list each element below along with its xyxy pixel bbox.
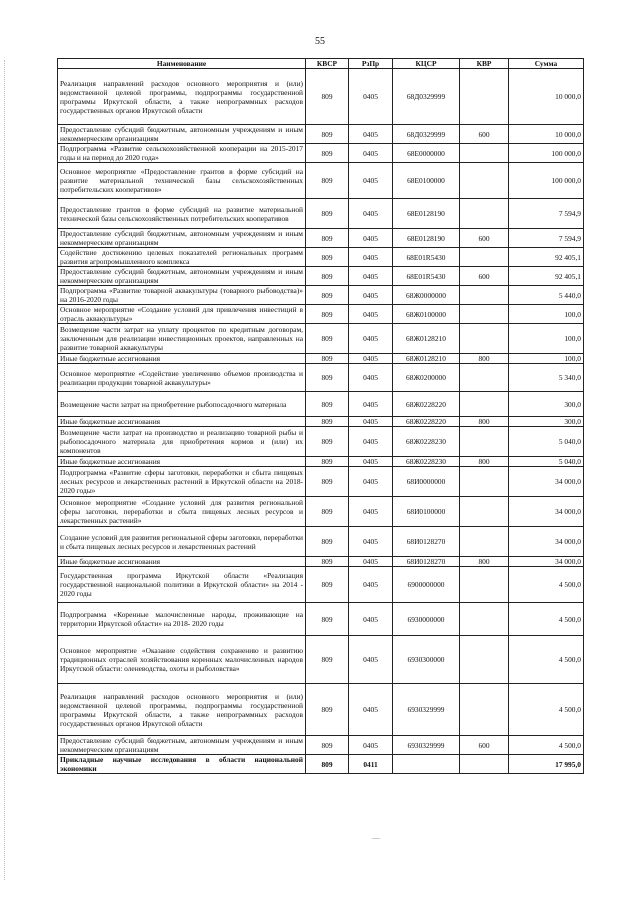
cell-name: Государственная программа Иркутской области «Реализация государственной национальной политики в Иркутской области» на 2014 - 2020 годы [58, 567, 306, 603]
table-row [58, 603, 584, 636]
cell-kcsr: 68Ж0128210 [393, 354, 460, 364]
cell-kvr [460, 603, 509, 636]
cell-rzpr: 0405 [349, 305, 393, 324]
cell-kvr: 600 [460, 125, 509, 144]
cell-sum: 100 000,0 [509, 144, 584, 163]
cell-sum: 5 340,0 [509, 364, 584, 392]
cell-sum: 100 000,0 [509, 163, 584, 199]
cell-name: Содействие достижению целевых показателей региональных программ развития агропромышленного комплекса [58, 248, 306, 267]
cell-sum: 17 995,0 [509, 755, 584, 774]
cell-kcsr: 68Д0329999 [393, 125, 460, 144]
cell-rzpr: 0405 [349, 199, 393, 229]
cell-kvr [460, 755, 509, 774]
cell-kvr [460, 567, 509, 603]
scan-footer-mark [372, 838, 380, 839]
cell-rzpr: 0405 [349, 567, 393, 603]
cell-kcsr: 68Е01R5430 [393, 248, 460, 267]
cell-name: Основное мероприятие «Содействие увеличению объемов производства и реализации продукции товарной аквакультуры» [58, 364, 306, 392]
cell-name: Основное мероприятие «Предоставление грантов в форме субсидий на развитие материальной технической базы сельскохозяйственных потребительских кооперативов» [58, 163, 306, 199]
cell-name: Иные бюджетные ассигнования [58, 557, 306, 567]
cell-kvsr: 809 [306, 527, 349, 557]
cell-sum: 34 000,0 [509, 467, 584, 497]
cell-kvr: 600 [460, 736, 509, 755]
scan-margin-marks [4, 60, 7, 880]
cell-rzpr: 0405 [349, 636, 393, 684]
cell-sum: 4 500,0 [509, 684, 584, 736]
cell-kcsr: 68Е0100000 [393, 163, 460, 199]
cell-rzpr: 0405 [349, 69, 393, 125]
cell-kvr [460, 144, 509, 163]
cell-kvsr: 809 [306, 684, 349, 736]
cell-name: Иные бюджетные ассигнования [58, 417, 306, 427]
cell-kvsr: 809 [306, 364, 349, 392]
cell-kvsr: 809 [306, 305, 349, 324]
cell-kcsr: 6930329999 [393, 684, 460, 736]
table-row [58, 417, 584, 427]
cell-kcsr: 68Ж0000000 [393, 286, 460, 305]
cell-rzpr: 0405 [349, 427, 393, 457]
cell-kvr [460, 364, 509, 392]
cell-name: Иные бюджетные ассигнования [58, 354, 306, 364]
cell-kcsr: 68Ж0128210 [393, 324, 460, 354]
cell-kcsr: 68И0100000 [393, 497, 460, 527]
table-row [58, 144, 584, 163]
cell-name: Предоставление субсидий бюджетным, автономным учреждениям и иным некоммерческим организациям [58, 736, 306, 755]
cell-name: Реализация направлений расходов основного мероприятия и (или) ведомственной целевой программы, подпрограммы государственной программы Иркутской области, а также непрограммных расходов государственных органов Иркутской области [58, 69, 306, 125]
cell-kvsr: 809 [306, 427, 349, 457]
table-row [58, 527, 584, 557]
cell-rzpr: 0405 [349, 457, 393, 467]
cell-sum: 34 000,0 [509, 557, 584, 567]
cell-sum: 4 500,0 [509, 603, 584, 636]
cell-rzpr: 0405 [349, 392, 393, 417]
cell-kvsr: 809 [306, 286, 349, 305]
table-body [58, 69, 584, 774]
cell-kcsr: 68Ж0228220 [393, 417, 460, 427]
cell-kvsr: 809 [306, 557, 349, 567]
cell-rzpr: 0405 [349, 603, 393, 636]
cell-kvsr: 809 [306, 636, 349, 684]
cell-rzpr: 0405 [349, 467, 393, 497]
column-header-sum: Сумма [509, 59, 584, 69]
cell-name: Реализация направлений расходов основного мероприятия и (или) ведомственной целевой программы, подпрограммы государственной программы Иркутской области, а также непрограммных расходов государственных органов Иркутской области [58, 684, 306, 736]
cell-kcsr: 6930329999 [393, 736, 460, 755]
cell-kcsr: 68И0128270 [393, 557, 460, 567]
cell-name: Возмещение части затрат на приобретение рыбопосадочного материала [58, 392, 306, 417]
cell-name: Возмещение части затрат на уплату процентов по кредитным договорам, заключенным для реализации инвестиционных проектов, направленных на развитие товарной аквакультуры [58, 324, 306, 354]
cell-sum: 4 500,0 [509, 736, 584, 755]
cell-kcsr: 68Е0128190 [393, 199, 460, 229]
cell-rzpr: 0405 [349, 267, 393, 286]
cell-name: Подпрограмма «Развитие товарной аквакультуры (товарного рыбоводства)» на 2016-2020 годы [58, 286, 306, 305]
table-row [58, 497, 584, 527]
cell-sum: 92 405,1 [509, 267, 584, 286]
cell-kvsr: 809 [306, 354, 349, 364]
cell-rzpr: 0411 [349, 755, 393, 774]
cell-kcsr: 68Ж0228230 [393, 427, 460, 457]
cell-sum: 4 500,0 [509, 567, 584, 603]
budget-table [57, 58, 584, 774]
cell-sum: 5 440,0 [509, 286, 584, 305]
cell-kcsr: 68Е01R5430 [393, 267, 460, 286]
table-row [58, 736, 584, 755]
cell-rzpr: 0405 [349, 527, 393, 557]
cell-sum: 10 000,0 [509, 69, 584, 125]
table-row [58, 684, 584, 736]
cell-kcsr: 68Д0329999 [393, 69, 460, 125]
cell-sum: 5 040,0 [509, 457, 584, 467]
cell-kvsr: 809 [306, 457, 349, 467]
cell-rzpr: 0405 [349, 417, 393, 427]
table-row [58, 286, 584, 305]
cell-kvr [460, 163, 509, 199]
cell-name: Создание условий для развития региональной сферы заготовки, переработки и сбыта пищевых лесных ресурсов и лекарственных растений [58, 527, 306, 557]
cell-rzpr: 0405 [349, 229, 393, 248]
cell-rzpr: 0405 [349, 163, 393, 199]
cell-rzpr: 0405 [349, 364, 393, 392]
table-row [58, 199, 584, 229]
cell-kvsr: 809 [306, 736, 349, 755]
table-row [58, 69, 584, 125]
cell-kcsr: 68И0000000 [393, 467, 460, 497]
table-row [58, 427, 584, 457]
table-row [58, 467, 584, 497]
cell-rzpr: 0405 [349, 286, 393, 305]
cell-kvr [460, 527, 509, 557]
cell-kvr [460, 324, 509, 354]
table-row [58, 364, 584, 392]
cell-kvsr: 809 [306, 324, 349, 354]
cell-kvr: 600 [460, 229, 509, 248]
cell-kvr [460, 684, 509, 736]
cell-kvsr: 809 [306, 603, 349, 636]
cell-kvsr: 809 [306, 497, 349, 527]
cell-kvsr: 809 [306, 417, 349, 427]
cell-sum: 7 594,9 [509, 229, 584, 248]
cell-sum: 300,0 [509, 417, 584, 427]
cell-sum: 4 500,0 [509, 636, 584, 684]
cell-name: Основное мероприятие «Создание условий для привлечения инвестиций в отрасль аквакультуры» [58, 305, 306, 324]
cell-kvr: 800 [460, 354, 509, 364]
cell-sum: 7 594,9 [509, 199, 584, 229]
table-row [58, 305, 584, 324]
table-row [58, 324, 584, 354]
cell-rzpr: 0405 [349, 324, 393, 354]
cell-name: Подпрограмма «Коренные малочисленные народы, проживающие на территории Иркутской области» на 2018- 2020 годы [58, 603, 306, 636]
table-row [58, 163, 584, 199]
cell-kvr [460, 636, 509, 684]
cell-kvr [460, 69, 509, 125]
cell-kvr [460, 305, 509, 324]
cell-kcsr [393, 755, 460, 774]
cell-name: Иные бюджетные ассигнования [58, 457, 306, 467]
cell-sum: 10 000,0 [509, 125, 584, 144]
table-row [58, 125, 584, 144]
cell-kvsr: 809 [306, 144, 349, 163]
cell-kvr: 800 [460, 557, 509, 567]
column-header-rzpr: РзПр [349, 59, 393, 69]
cell-kcsr: 68Е0000000 [393, 144, 460, 163]
cell-name: Подпрограмма «Развитие сельскохозяйственной кооперации на 2015-2017 годы и на период до 2020 года» [58, 144, 306, 163]
cell-kvsr: 809 [306, 567, 349, 603]
cell-kcsr: 6930000000 [393, 603, 460, 636]
column-header-kvsr: КВСР [306, 59, 349, 69]
cell-kcsr: 68Ж0200000 [393, 364, 460, 392]
table-row [58, 557, 584, 567]
cell-kvsr: 809 [306, 392, 349, 417]
table-row [58, 392, 584, 417]
cell-sum: 34 000,0 [509, 527, 584, 557]
cell-kvsr: 809 [306, 125, 349, 144]
cell-kvsr: 809 [306, 229, 349, 248]
cell-kvr [460, 467, 509, 497]
cell-kvr [460, 392, 509, 417]
cell-rzpr: 0405 [349, 497, 393, 527]
table-row [58, 567, 584, 603]
cell-name: Предоставление субсидий бюджетным, автономным учреждениям и иным некоммерческим организациям [58, 229, 306, 248]
cell-kcsr: 68Ж0228230 [393, 457, 460, 467]
cell-sum: 92 405,1 [509, 248, 584, 267]
cell-kvsr: 809 [306, 69, 349, 125]
cell-name: Основное мероприятие «Создание условий для развития региональной сферы заготовки, переработки и сбыта пищевых лесных ресурсов и лекарственных растений» [58, 497, 306, 527]
cell-kvr [460, 248, 509, 267]
cell-rzpr: 0405 [349, 354, 393, 364]
column-header-kcsr: КЦСР [393, 59, 460, 69]
cell-rzpr: 0405 [349, 736, 393, 755]
cell-kvr: 600 [460, 267, 509, 286]
table-row [58, 248, 584, 267]
cell-kvr: 800 [460, 457, 509, 467]
table-row [58, 755, 584, 774]
table-row [58, 267, 584, 286]
cell-name: Предоставление субсидий бюджетным, автономным учреждениям и иным некоммерческим организациям [58, 125, 306, 144]
cell-name: Возмещение части затрат на производство и реализацию товарной рыбы и рыбопосадочного материала для приобретения кормов и (или) их компонентов [58, 427, 306, 457]
cell-kcsr: 6930300000 [393, 636, 460, 684]
table-row [58, 636, 584, 684]
cell-kvsr: 809 [306, 267, 349, 286]
cell-rzpr: 0405 [349, 557, 393, 567]
cell-kvr: 800 [460, 417, 509, 427]
cell-rzpr: 0405 [349, 125, 393, 144]
cell-kvsr: 809 [306, 467, 349, 497]
cell-kvsr: 809 [306, 248, 349, 267]
cell-name: Основное мероприятие «Оказание содействия сохранению и развитию традиционных отраслей хозяйствования коренных малочисленных народов Иркутской области: оленеводства, охоты и рыболовства» [58, 636, 306, 684]
cell-rzpr: 0405 [349, 248, 393, 267]
cell-kvr [460, 497, 509, 527]
cell-name: Подпрограмма «Развитие сферы заготовки, переработки и сбыта пищевых лесных ресурсов и лекарственных растений в Иркутской области на 2018-2020 годы» [58, 467, 306, 497]
cell-name: Прикладные научные исследования в области национальной экономики [58, 755, 306, 774]
cell-kvr [460, 427, 509, 457]
cell-name: Предоставление субсидий бюджетным, автономным учреждениям и иным некоммерческим организациям [58, 267, 306, 286]
cell-kvr [460, 286, 509, 305]
table-row [58, 457, 584, 467]
cell-sum: 5 040,0 [509, 427, 584, 457]
cell-sum: 34 000,0 [509, 497, 584, 527]
cell-rzpr: 0405 [349, 684, 393, 736]
cell-kvsr: 809 [306, 755, 349, 774]
page-number: 55 [315, 36, 325, 47]
cell-rzpr: 0405 [349, 144, 393, 163]
cell-sum: 300,0 [509, 392, 584, 417]
cell-kcsr: 68И0128270 [393, 527, 460, 557]
column-header-kvr: КВР [460, 59, 509, 69]
cell-name: Предоставление грантов в форме субсидий на развитие материальной технической базы сельскохозяйственных потребительских кооперативов [58, 199, 306, 229]
cell-sum: 100,0 [509, 305, 584, 324]
cell-kcsr: 6900000000 [393, 567, 460, 603]
cell-kvsr: 809 [306, 199, 349, 229]
column-header-name: Наименование [58, 59, 306, 69]
table-row [58, 229, 584, 248]
cell-kcsr: 68Ж0100000 [393, 305, 460, 324]
cell-kvsr: 809 [306, 163, 349, 199]
cell-kcsr: 68Е0128190 [393, 229, 460, 248]
table-header-row [58, 59, 584, 69]
cell-kcsr: 68Ж0228220 [393, 392, 460, 417]
cell-sum: 100,0 [509, 324, 584, 354]
cell-sum: 100,0 [509, 354, 584, 364]
cell-kvr [460, 199, 509, 229]
table-row [58, 354, 584, 364]
